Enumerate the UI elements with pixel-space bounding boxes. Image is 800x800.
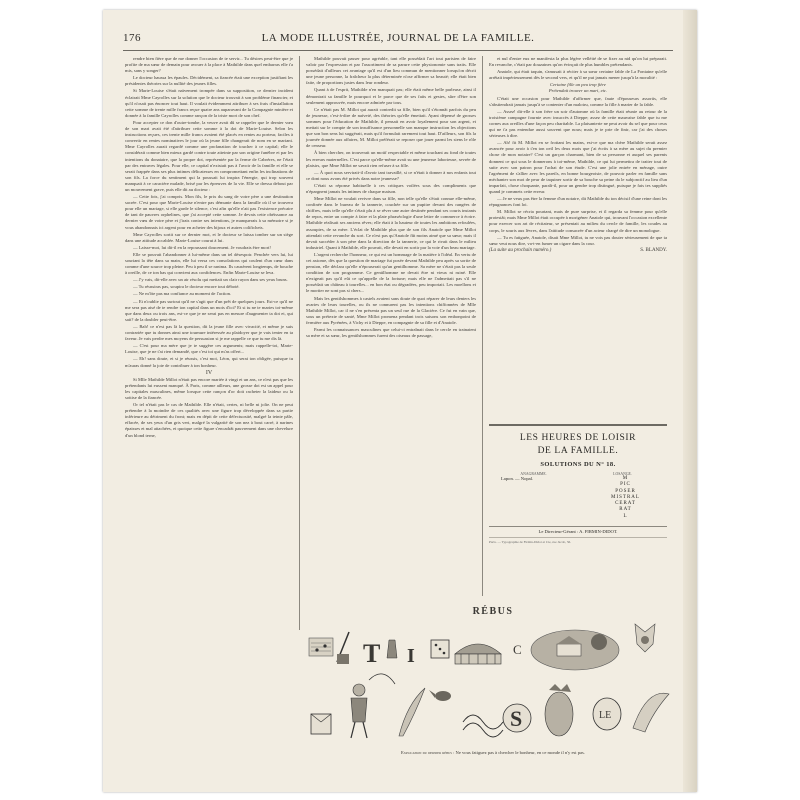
rebus-illustration xyxy=(303,618,683,750)
rebus-explanation-label: Explication du dernier rébus : xyxy=(401,750,455,755)
paragraph: Mme Millot ne voulait revivre dans sa fille, non telle qu'elle s'était connue elle-même, confinée dans le bureau de la tannerie, couchée sur un pupitre devant des rangées de chiffres, mais telle qu'elle s'était plu à se rêver une autre destinée pendant ses courts instants de repos, entre un compte à faire et la plate phraséologie d'une lettre de commerce à écrire. Mathilde réalisait ses anciens rêves; elle était à la hauteur de toutes les ambitions refoulées, assoupies, de sa mère. L'éclat de Mathilde plus que de son fils Anatole que Mme Millot attendait cette revanche du sort. Ce n'est pas qu'Anatole fût moins aimé que sa sœur; mais il devait succéder à son père dans la direction de la tannerie, ce qui le rivait dans le milieu industriel. Quant à Mathilde, elle pouvait, elle devait en sortir par la voie d'un beau mariage. xyxy=(306,196,476,250)
page-binding-edge xyxy=(683,10,697,792)
paragraph: C'était une occasion pour Mathilde d'affirmer que, faute d'épouseurs assortis, elle s'abstiendrait jamais jusqu'à se contenter d'un malotru, comme la fille à marier de la fable. xyxy=(489,95,667,107)
paragraph: Le docteur haussa les épaules. Décidément, sa fiancée était une exception justifiant les présidentes théories sur la nullité des jeunes filles. xyxy=(125,75,293,87)
paragraph: — Laisse-moi, lui dit-il en la repoussant doucement. Je voudrais être mort! xyxy=(133,244,271,250)
text-column-3 xyxy=(489,56,667,416)
dice-box-icon xyxy=(431,640,449,658)
newspaper-page xyxy=(103,10,697,792)
printer-credit: Paris. — Typographie de Firmin-Didot et Cie, rue Jacob, 56. xyxy=(489,537,667,544)
paragraph: — Assez! dit-elle à son frère un soir d'automne où la famille était réunie au retour de la troisième campagne fournie avec insuccès à Dieppe; assez de cette mauvaise fable que tu me cornes aux oreilles d'une façon peu charitable. La plaisanterie ne peut avoir du sel que pour ceux qui ne t'a pas entendue aussi souvent que nous; mais je te prie de finir, car j'ai des choses sérieuses à dire. xyxy=(489,108,667,139)
landscape-vignette xyxy=(531,630,619,670)
rebus-title: RÉBUS xyxy=(472,606,514,617)
rebus-letter-c: C xyxy=(513,642,522,657)
losange-row: CERAT xyxy=(615,501,636,507)
rebus-letters-le: LE xyxy=(599,710,612,721)
paragraph: — Tu réussiras pas, soupira le docteur encore tout déboté. xyxy=(133,284,240,290)
paragraph: Elle se pouvait l'abandonner à lui-même dans un tel désespoir. Penchée vers lui, lui souriant la tête dans sa main, elle lui versa ces consolations qui coulent d'un cœur dans comme d'une source trop pleine. Peu à peu il se ranima. Ils causèrent longtemps, de bouche à oreille, de ce ton bas qui convient aux confidences. Enfin Marie-Louise se leva. xyxy=(125,251,293,276)
paragraph: — Ah! fit M. Millot en se frottant les mains, est-ce que ma chère Mathilde serait assez avancée pour avoir à t'en ton oeil les deux mots que j'ai écrits à sa mère au sujet du premier chose de mon notaire? C'est un garçon charmant, bien de sa personne et auquel ses parents donnent ce qui sous le donnerons à toi-même, Mathilde, ce qui lui permettra de traiter tout de suite avec son patron pour l'achat de son étude. C'est une jolie entrée en ménage, outre l'agrément de s'allier avec les pareils, en bonne bourgeoisie, de pouvoir parler en famille sans méchanter son mot de peur de taquiner sortir de sa bouche sa peine da le subjonctif au lieu d'un imparfait, chose choquante, paraît-il, pour un gendre trop distingué, puisque je fais tes suppliés quand je commets cette erreur. xyxy=(489,140,667,194)
music-notes-icon xyxy=(309,638,333,656)
paragraph: — Et n'oublie pas surtout qu'il ne s'agit que d'un prêt de quelques jours. Est-ce qu'il ne me sera pas aisé de te rendre ton capital dans un mois d'ici? Et si tu ne te maries toi-même que dans deux ou trois ans, est-ce que je ne serai pas en mesure d'augmenter ta dot et, qui sait? de la doubler peut-être. xyxy=(125,298,293,322)
verse-quote: Certaine fille un peu trop fière Prétendait trouver un mari, etc. xyxy=(548,82,608,94)
rebus-letter-t: T xyxy=(363,639,381,668)
paragraph: — Cette fois, j'ai compris. Mon fils, le prix du sang de votre père a une destination sacrée. C'est pour que Marie-Louise n'entre pas démunie dans la famille où il se trouvera pour elle un mariage, si elle garde le silence, c'est afin qu'elle n'ait pas l'existence précaire de tant de pauvres orphelines, que j'ai accepté cette somme. Je devais cette obéissance au dernier vœu de votre père et j'irais contre ses intentions, je manquerais à sa mémoire si je vous abandonnais ici argent pour en acheter des bijoux et autres colifichets. xyxy=(125,194,293,230)
paragraph: Si Marie-Louise s'était naïvement trompée dans sa supposition, ce dernier incident éclairait Mme Cayrolles sur la solution que le docteur trouvait à son problème financier, et qu'il n'osait pas énoncer tout haut. Il voulait évidemment attribuer à ses frais d'installation cette somme de trente mille francs reçue quatre ans auparavant de la Compagnie minière et donnée à la famille Cayrolles comme rançon de la triste mort de son chef. xyxy=(125,88,293,118)
author-name: S. BLANDY. xyxy=(640,247,667,253)
paragraph: — Tu es fatiguée, Anatole, disait Mme Millot, tu ne vois pas douter sérieusement de que ta sœur veut nous dire, va-t-en fumer un cigare dans la cour. xyxy=(489,234,667,246)
vase-icon xyxy=(387,640,397,658)
losange-row: MISTRAL xyxy=(611,494,640,500)
paragraph: — À quoi nous servirait-il d'avoir tant travaillé, si ce n'était à donner à nos enfants tout ce dont nous avons été privés dans notre jeunesse? xyxy=(306,169,476,181)
paragraph: Parmi les connaissances masculines que celui-ci entraînait dans le cercle en trainaient sa mère et sa sœur, les gentilshommes furent des oiseaux de passage, xyxy=(306,327,476,339)
paragraph: C'était sa réponse habituelle à ces critiques voilées sous des compliments que n'épargnent jamais les intimes de chaque maison. xyxy=(306,182,476,194)
paragraph: — Eh! sans doute, et si je réussis, c'est moi, Léon, qui serai ton obligée, puisque tu m'auras donné la joie de contribuer à ton bonheur. xyxy=(125,356,293,368)
paragraph: — Bah! ce n'est pas là la question, dit la jeune fille avec vivacité, et même je suis contrariée que tu donnes ainsi une tournure intéressée au plaidoyer que je vais tenter en ta faveur. Je vais perdre mes moyens de persuasion si je me rappelle ce que tu me dis là. xyxy=(125,323,293,342)
puzzle-title-line-2: DE LA FAMILLE. xyxy=(537,446,619,456)
paragraph: Quant à de l'esprit, Mathilde n'en manquait pas; elle était même belle parleuse, ainsi il démontrait sa famille le pourquoi et le parce que de ses faits et gestes, sûre d'être son seulement approuvée, mais encore admirée par tous. xyxy=(306,87,476,105)
paragraph: Or tel n'était pas le cas de Mathilde. Elle n'était, certes, ni belle ni jolie. On ne peut prétendre à la moindre de ces qualités avec une figure trop développée dans sa partie inférieure au détriment du front; mais en dépit de cette défectuosité, malgré la teinte pâle, effacée, de ses yeux d'un gris vert, malgré la vulgarité de son nez à bout carré, à narines épaisses et mal attachées, et quoique cette figure s'encadrât pauvrement dans une chevelure d'un blond terne, xyxy=(125,402,293,438)
journal-title: LA MODE ILLUSTRÉE, JOURNAL DE LA FAMILLE. xyxy=(261,32,535,44)
mail-box-icon xyxy=(311,714,331,734)
paragraph: Anatole, qui était taquin, s'amusait à réciter à sa sœur certaine fable de La Fontaine qu'elle arrêtait impérieusement dès le second vers, et qu'il ne put jamais mener jusqu'à la moralité : xyxy=(489,69,667,81)
losange-header: LOSANGE. xyxy=(613,472,632,476)
paragraph: — C'est pour ma mère que je te suggère ces arguments; mais rappelle-toi, Marie-Louise, que je ne t'ai rien demandé, que c'est toi qui m'as offert... xyxy=(125,343,293,355)
section-number: IV xyxy=(205,369,213,376)
page-number: 176 xyxy=(123,32,141,44)
director-credit: Le Directeur-Gérant : A. FIRMIN-DIDOT. xyxy=(489,526,667,534)
paragraph: — J'y vais, dit-elle avec un air résolu qui mettait un clair rayon dans ses yeux bruns. xyxy=(133,277,288,283)
losange-row: L xyxy=(623,513,628,519)
header-rule xyxy=(123,50,673,51)
rebus-explanation-text: Ne vous fatiguez pas à chercher le bonheur, en ce monde il n'y est pas. xyxy=(455,750,585,755)
paragraph: et nul d'entre eux ne manifesta la plus légère velléité de se fixer au nid qu'on lui préparait. En revanche, c'était par douzaines qu'on évinçait de plus humbles prétendants. xyxy=(489,56,667,68)
text-column-1 xyxy=(125,56,293,630)
column-divider xyxy=(482,56,483,596)
text-column-2 xyxy=(306,56,476,596)
section-rule xyxy=(489,424,667,426)
paragraph: Si Mlle Mathilde Millot n'était pas encore mariée à vingt et un ans, ce n'est pas que les prétendants lui eussent manqué. À Paris, comme ailleurs, une grosse dot est un appel pour les capitales masculines, même lorsque cette rançon d'or doit racheter la laideur ou la sottise de la fiancée. xyxy=(125,376,293,400)
paragraph: Pour accepter ce don d'outre-tombe, la veuve avait dû se rappeler que le dernier vœu de son mari avait été d'attribuer cette somme à la dot de Marie-Louise. Selon les instructions reçues, ces trente mille francs avaient été placés en rentes au porteur, faciles à convertir en rentes nominatives le jour où la jeune fille changerait de nom en se mariant. Mme Cayrolles aurait regardé comme une profanation de toucher à ce capital; elle le considérait comme bien mieux gardé contre toute atteinte par son origine funèbre et par les intentions du donataire, que la propre dot, représentée par la ferme de Cabréres, ne l'était par des entraves légales. Pour elle, ce capital n'existait pas à l'avoir de la famille et elle se serait frappée dans ses plus intimes délicatesses en compromettant enfin les inclinations de son fils. La force du sentiment qui la poussait lui inspira l'énergie, qui trop souvent manquait à ce caractère malade, brisé par les épreuves de la vie. Elle se dressa debout par un mouvement grave, puis elle dit au docteur : xyxy=(125,119,293,192)
solutions-row xyxy=(489,476,667,520)
to-be-continued: (La suite au prochain numéro.) xyxy=(489,247,552,253)
paragraph: L'argent recherche l'honneur, ce qui est un hommage de la matière à l'idéal. En vertu de cet axiome, dès que la question de mariage fut posée devant Mathilde peu après sa sortie de pension, elle déclara qu'elle n'épouserait qu'un gentilhomme. Sa mère ne s'était pas la seule condition de son programme. Ce gentilhomme ne devait être ni vieux ni ruiné. Elle n'exigeait pas qu'il eût ce qu'appelle de la fortune; mais elle ne l'admettait pas s'il ne possédait un château à tourelles... en bon état ou dégradées, peu importait. Les moellons et le mortier ne sont pas si chers... xyxy=(306,251,476,294)
paragraph: Mme Cayrolles sortit sur ce dernier mot, et le docteur se laissa tomber sur un siège dans une attitude accablée. Marie-Louise courut à lui. xyxy=(125,231,293,243)
rebus-section xyxy=(303,602,683,772)
losange-row: PIC xyxy=(620,482,631,488)
losange-answer xyxy=(584,476,667,520)
paragraph: Mais les gentilshommes à castels avaient sans doute de quoi réparer de leurs deniers les avaries de leurs tourelles, ou ils ne connurent pas les intentions chiffonnées de Mlle Mathilde Millot, car il ne s'en présenta pas un seul rue de la Glacière. Ce fut en vain que, sous un prétexte de santé, Mme Millot promena pendant trois saisons son embonpoint de fermière aux Pyrénées, à Vichy et à Dieppe, en compagnie de sa fille et d'Anatole. xyxy=(306,295,476,325)
paragraph: Mathilde pouvait passer pour agréable, tant elle possédait l'art tout parisien de faire valoir par l'expression et par l'assortiment de sa parure cette physionomie sans traits. Elle possédait d'ailleurs cet avantage qu'il est d'un lieu commun de mentionner lorsqu'on décrit une jeune personne, la fraîcheur la plus déterminée n'ose affirmer sa beauté; elle était bien faite, de proportions justes dans leur rondeur. xyxy=(306,56,476,86)
losange-row: RAT xyxy=(619,507,632,513)
page-header xyxy=(123,32,673,48)
paragraph: À bien chercher, on trouverait un motif respectable et même touchant au fond de toutes les erreurs maternelles. C'est parce qu'elle-même avait su une jeunesse laborieuse, sevrée de plaisirs, que Mme Millot ne savait rien refuser à sa fille. xyxy=(306,150,476,168)
paragraph: rendre bien fière que de me donner l'occasion de te servir... Tu désires peut-être que je profite de ma sœur de demain pour avouer à la place à Mathilde dans quel embarras elle t'a mis, sans y songer? xyxy=(125,56,293,74)
paragraph: Ce n'était pas M. Millot qui aurait contredit sa fille, bien qu'il s'étonnât parfois du peu de jeunesse, c'est-à-dire de naïveté, des théories qu'elle émettait. Ayant dépensé de grosses sommes pour l'éducation de Mathilde, il pensait en avoir loyalement pour son argent, et mettait sur le compte de son insuffisance personnelle son manque instruction les objections que son bon sens lui suggérait, mais qu'il formulait rarement tout haut. D'ailleurs, son fils la journée donnée aux affaires, M. Millot préférait se reposer que jouer parmi les siens le rôle de censeur. xyxy=(306,106,476,149)
rebus-letter-i: I xyxy=(407,645,415,667)
losange-row: POSER xyxy=(615,488,636,494)
paragraph: M. Millot se récria pourtant, mais de pure surprise, et il regarda sa femme pour qu'elle protestât; mais Mme Millot était occupée à morigéner Anatole qui, trouvant l'occasion excellente pour exercer son art de récitateur, se présentait au milieu du cercle de famille, les coudes au corps, le souris aux lèvres, dans l'attitude consacrée d'un acteur chargé de dire un monologue. xyxy=(489,209,668,233)
puzzle-title-line-1: LES HEURES DE LOISIR xyxy=(519,433,637,443)
solutions-heading: SOLUTIONS DU N° 18. xyxy=(540,461,616,468)
column-divider xyxy=(299,56,300,630)
puzzle-section xyxy=(489,424,667,544)
anagramme-answer: Lapon. — Nopal. xyxy=(501,476,534,481)
paragraph: — Ne m'ôte pas ma confiance au moment de l'action. xyxy=(133,291,232,297)
rebus-letter-s: S xyxy=(510,706,523,731)
anagramme-header: ANAGRAMME. xyxy=(520,472,547,476)
serial-signature xyxy=(489,248,667,254)
rebus-explanation xyxy=(303,750,683,755)
losange-row: M xyxy=(622,476,629,481)
paragraph: — Je ne veux pas être la femme d'un notaire, dit Mathilde du ton décisif d'une reine dont les répugnances font loi. xyxy=(489,196,667,208)
